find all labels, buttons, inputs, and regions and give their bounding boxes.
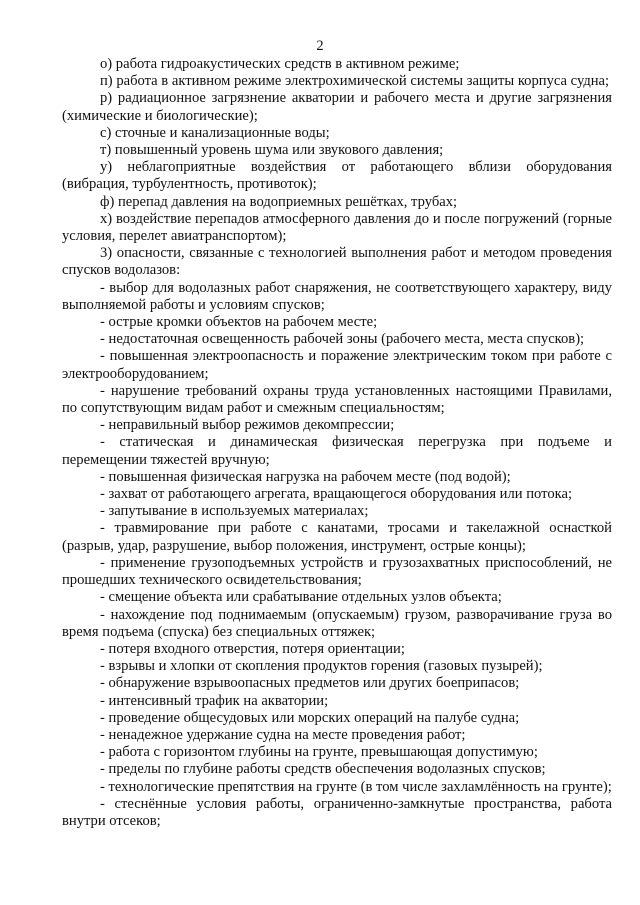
paragraph: - работа с горизонтом глубины на грунте, превышающая допустимую;: [100, 744, 538, 761]
document-body: [62, 56, 612, 830]
paragraph: 3) опасности, связанные с технологией выполнения работ и методом проведения спусков водолазов:: [62, 245, 612, 279]
paragraph: - запутывание в используемых материалах;: [100, 503, 369, 520]
paragraph: - травмирование при работе с канатами, тросами и такелажной оснасткой (разрыв, удар, разрушение, выбор положения, инструмент, острые концы);: [62, 520, 612, 554]
paragraph: - выбор для водолазных работ снаряжения, не соответствующего характеру, виду выполняемой работы и условиям спусков;: [62, 279, 612, 313]
paragraph: р) радиационное загрязнение акватории и рабочего места и другие загрязнения (химические и биологические);: [62, 90, 612, 124]
paragraph: - нарушение требований охраны труда установленных настоящими Правилами, по сопутствующим видам работ и смежным специальностям;: [62, 382, 612, 417]
paragraph: - потеря входного отверстия, потеря ориентации;: [100, 640, 405, 657]
paragraph: - проведение общесудовых или морских операций на палубе судна;: [100, 709, 520, 726]
paragraph: п) работа в активном режиме электрохимической системы защиты корпуса судна;: [100, 73, 610, 90]
paragraph: - стеснённые условия работы, ограниченно-замкнутые пространства, работа внутри отсеков;: [62, 795, 612, 829]
paragraph: - применение грузоподъемных устройств и грузозахватных приспособлений, не прошедших технического освидетельствования;: [62, 554, 612, 589]
paragraph: - нахождение под поднимаемым (опускаемым) грузом, разворачивание груза во время подъема (спуска) без специальных оттяжек;: [62, 606, 612, 640]
paragraph: - технологические препятствия на грунте (в том числе захламлённость на грунте);: [100, 778, 612, 795]
paragraph: - недостаточная освещенность рабочей зоны (рабочего места, места спусков);: [100, 331, 585, 348]
paragraph: - захват от работающего агрегата, вращающегося оборудования или потока;: [100, 486, 573, 503]
paragraph: ф) перепад давления на водоприемных решётках, трубах;: [100, 193, 458, 210]
paragraph: х) воздействие перепадов атмосферного давления до и после погружений (горные условия, перелет авиатранспортом);: [62, 210, 612, 245]
paragraph: - неправильный выбор режимов декомпрессии;: [100, 417, 395, 434]
paragraph: - острые кромки объектов на рабочем месте;: [100, 314, 378, 331]
paragraph: - пределы по глубине работы средств обеспечения водолазных спусков;: [100, 761, 546, 778]
paragraph: о) работа гидроакустических средств в активном режиме;: [100, 56, 460, 72]
paragraph: с) сточные и канализационные воды;: [100, 124, 330, 141]
paragraph: у) неблагоприятные воздействия от работающего вблизи оборудования (вибрация, турбулентность, противоток);: [62, 159, 612, 193]
paragraph: - повышенная электроопасность и поражение электрическим током при работе с электрооборудованием;: [62, 348, 612, 382]
paragraph: - смещение объекта или срабатывание отдельных узлов объекта;: [100, 589, 502, 606]
paragraph: - повышенная физическая нагрузка на рабочем месте (под водой);: [100, 468, 511, 485]
paragraph: т) повышенный уровень шума или звукового давления;: [100, 142, 444, 159]
paragraph: - ненадежное удержание судна на месте проведения работ;: [100, 726, 466, 743]
paragraph: - обнаружение взрывоопасных предметов или других боеприпасов;: [100, 675, 520, 692]
page-number: 2: [316, 38, 324, 54]
paragraph: - взрывы и хлопки от скопления продуктов горения (газовых пузырей);: [100, 658, 543, 675]
paragraph: - интенсивный трафик на акватории;: [100, 692, 329, 709]
paragraph: - статическая и динамическая физическая перегрузка при подъеме и перемещении тяжестей вручную;: [62, 434, 612, 468]
